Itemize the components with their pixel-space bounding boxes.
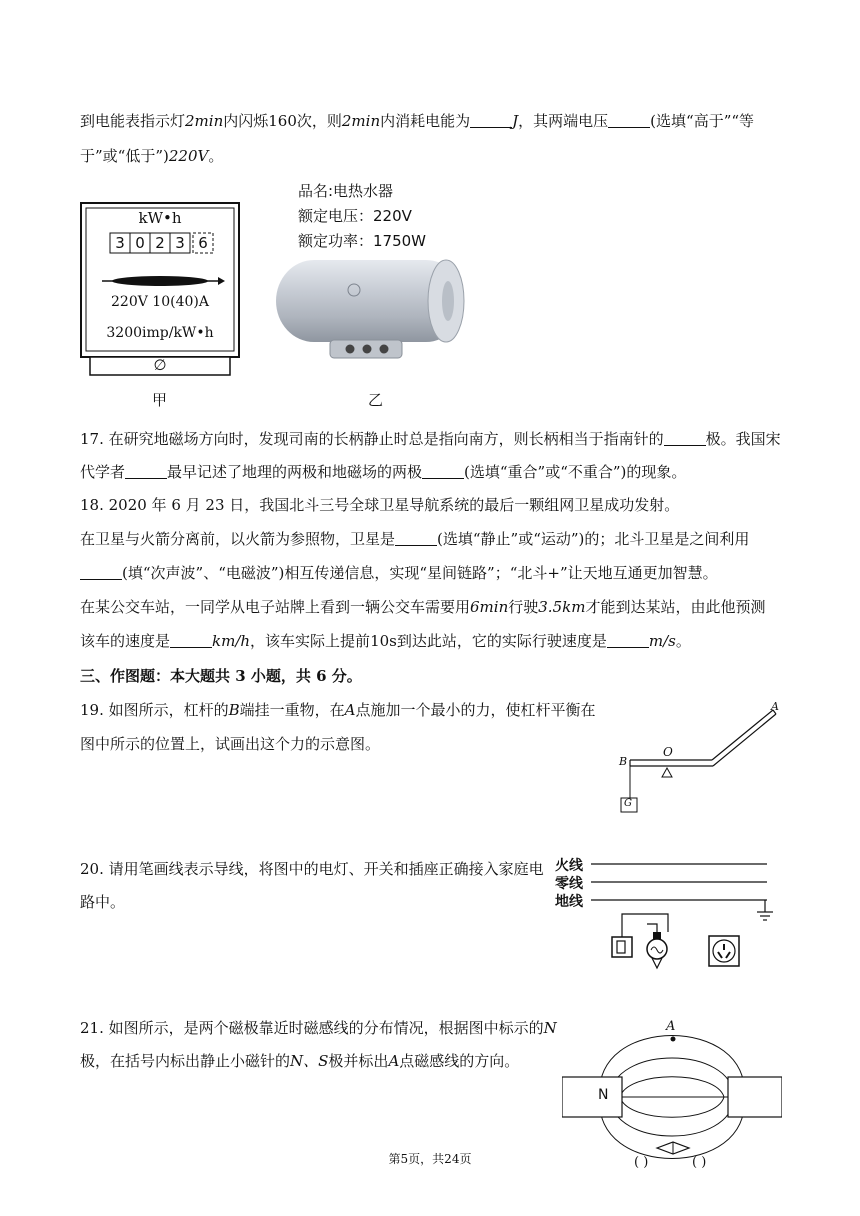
label-n-pole: N xyxy=(598,1087,609,1103)
needle-pole-bracket-right[interactable]: ( ) xyxy=(692,1155,707,1170)
q18-line4: 在某公交车站，一同学从电子站牌上看到一辆公交车需要用6min行驶3.5km才能到达某站，由此他预测 xyxy=(80,598,766,616)
q18-line3: (填“次声波”、“电磁波”)相互传递信息，实现“星间链路”；“北斗+”让天地互通更加智慧。 xyxy=(80,562,718,584)
needle-pole-bracket-left[interactable]: ( ) xyxy=(634,1155,649,1170)
q17-line1: 17. 在研究地磁场方向时，发现司南的长柄静止时总是指向南方，则长柄相当于指南针的 极。我国宋 xyxy=(80,430,781,448)
q21-line1: 21. 如图所示，是两个磁极靠近时磁感线的分布情况，根据图中标示的N xyxy=(80,1019,557,1037)
answer-blank[interactable] xyxy=(607,633,649,648)
label-live-wire: 火线 xyxy=(555,858,583,874)
meter-drawing xyxy=(80,202,240,376)
section-heading: 三、作图题：本大题共 3 小题，共 6 分。 xyxy=(80,667,362,685)
q18-line2: 在卫星与火箭分离前，以火箭为参照物，卫星是 (选填“静止”或“运动”)的；北斗卫星是之间利用 xyxy=(80,530,750,548)
water-heater-figure xyxy=(272,178,472,368)
label-weight-g: G xyxy=(624,798,632,809)
meter-imp-constant: 3200imp/kW•h xyxy=(106,325,214,341)
answer-blank[interactable] xyxy=(470,113,512,128)
answer-blank[interactable] xyxy=(170,633,212,648)
label-point-b: B xyxy=(619,755,628,768)
meter-phase-symbol: ∅ xyxy=(153,356,167,374)
household-circuit-figure xyxy=(555,852,780,977)
water-heater-drawing xyxy=(272,254,472,364)
answer-blank[interactable] xyxy=(80,565,122,580)
answer-blank[interactable] xyxy=(125,464,167,479)
lever-drawing xyxy=(610,698,785,816)
lever-figure xyxy=(610,698,785,816)
answer-blank[interactable] xyxy=(422,464,464,479)
label-point-a: A xyxy=(771,700,779,713)
heater-rated-voltage: 额定电压：220V xyxy=(298,207,412,225)
q19-line2: 图中所示的位置上，试画出这个力的示意图。 xyxy=(80,735,381,753)
heater-product-name: 品名:电热水器 xyxy=(298,182,394,200)
meter-digit: 3 xyxy=(175,234,185,252)
electricity-meter-figure xyxy=(80,202,240,376)
meter-unit: kW•h xyxy=(138,209,182,227)
q18-line5: 该车的速度是 km/h，该车实际上提前10s到达此站，它的实际行驶速度是 m/s。 xyxy=(80,632,691,650)
figure-caption-yi: 乙 xyxy=(368,391,384,409)
meter-digit: 3 xyxy=(115,234,125,252)
q19-line1: 19. 如图所示，杠杆的B端挂一重物，在A点施加一个最小的力，使杠杆平衡在 xyxy=(80,701,596,719)
answer-blank[interactable] xyxy=(664,431,706,446)
q18-line1: 18. 2020 年 6 月 23 日，我国北斗三号全球卫星导航系统的最后一颗组网卫星成功发射。 xyxy=(80,496,680,514)
q16-line2: 于”或“低于”)220V。 xyxy=(80,147,224,165)
circuit-drawing xyxy=(555,852,780,977)
q16-line1: 到电能表指示灯2min内闪烁160次，则2min内消耗电能为 J，其两端电压 (选填“高于”“等 xyxy=(80,112,755,130)
meter-digit: 2 xyxy=(155,234,165,252)
label-neutral-wire: 零线 xyxy=(555,876,583,892)
label-ground-wire: 地线 xyxy=(555,894,583,910)
page-footer: 第5页，共24页 xyxy=(388,1152,472,1166)
heater-rated-power: 额定功率：1750W xyxy=(298,232,427,250)
meter-digit: 6 xyxy=(198,234,208,252)
meter-rating: 220V 10(40)A xyxy=(111,294,209,310)
q17-line2: 代学者 最早记述了地理的两极和地磁场的两极 (选填“重合”或“不重合”)的现象。 xyxy=(80,463,687,481)
label-point-a: A xyxy=(666,1019,676,1034)
answer-blank[interactable] xyxy=(608,113,650,128)
label-fulcrum-o: O xyxy=(663,745,673,759)
meter-digit: 0 xyxy=(135,234,145,252)
q21-line2: 极，在括号内标出静止小磁针的N、S极并标出A点磁感线的方向。 xyxy=(80,1052,520,1070)
q20-line2: 路中。 xyxy=(80,893,126,911)
figure-caption-jia: 甲 xyxy=(152,391,168,409)
answer-blank[interactable] xyxy=(395,531,437,546)
q20-line1: 20. 请用笔画线表示导线，将图中的电灯、开关和插座正确接入家庭电 xyxy=(80,860,544,878)
